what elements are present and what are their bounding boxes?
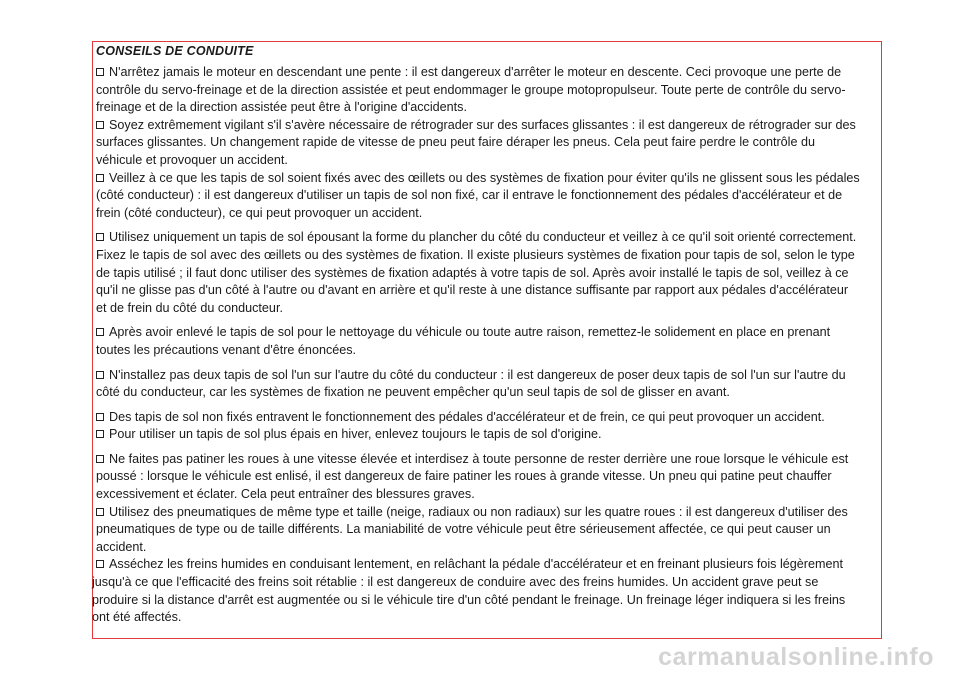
- advice-text: N'installez pas deux tapis de sol l'un sur l'autre du côté du conducteur : il est dangereux de poser deux tapis de sol l'un sur l'autre du côté du conducteur, car les systèmes de fixation ne peuvent empêcher qu'un seul tapis de sol de glisser en avant.: [96, 367, 846, 400]
- checkbox-bullet-icon: [96, 68, 104, 76]
- section-title: CONSEILS DE CONDUITE: [96, 44, 254, 58]
- advice-text: Après avoir enlevé le tapis de sol pour le nettoyage du véhicule ou toute autre raison, remettez-le solidement en place en prenant toutes les précautions venant d'être énoncées.: [96, 325, 831, 357]
- checkbox-bullet-icon: [96, 508, 104, 516]
- advice-paragraph: [92, 556, 860, 626]
- checkbox-bullet-icon: [96, 371, 104, 379]
- advice-paragraph: [96, 117, 860, 170]
- advice-text: Des tapis de sol non fixés entravent le fonctionnement des pédales d'accélérateur et de frein, ce qui peut provoquer un accident.: [109, 409, 825, 424]
- advice-paragraph: [96, 504, 860, 557]
- advice-text: Utilisez uniquement un tapis de sol épousant la forme du plancher du côté du conducteur et veillez à ce qu'il soit orienté correctement. Fixez le tapis de sol avec des œillets ou des systèmes de fixation. Il existe plusieurs systèmes de fixation pour tapis de sol, selon le type de tapis utilisé ; il faut donc utiliser des systèmes de fixation adaptés à votre tapis de sol. Après avoir installé le tapis de sol, veillez à ce qu'il ne glisse pas d'un côté à l'autre ou d'avant en arrière et qu'il reste à une distance suffisante par rapport aux pédales d'accélérateur et de frein du côté du conducteur.: [96, 230, 857, 315]
- advice-text: Asséchez les freins humides en conduisant lentement, en relâchant la pédale d'accélérateur et en freinant plusieurs fois légèrement jusqu'à ce que l'efficacité des freins soit rétablie : il est dangereux de conduire avec des freins humides. Un accident grave peut se produire si la distance d'arrêt est augmentée ou si le véhicule tire d'un côté pendant le freinage. Un freinage léger indiquera si les freins ont été affectés.: [92, 557, 846, 625]
- checkbox-bullet-icon: [96, 233, 104, 241]
- advice-paragraph: [96, 409, 860, 427]
- advice-paragraph: [96, 229, 860, 317]
- advice-paragraph: [96, 426, 860, 444]
- checkbox-bullet-icon: [96, 121, 104, 129]
- checkbox-bullet-icon: [96, 413, 104, 421]
- checkbox-bullet-icon: [96, 455, 104, 463]
- advice-text: N'arrêtez jamais le moteur en descendant une pente : il est dangereux d'arrêter le moteur en descente. Ceci provoque une perte de contrôle du servo-freinage et de la direction assistée et peut endommager le groupe motopropulseur. Toute perte de contrôle du servo-freinage et de la direction assistée peut être à l'origine d'accidents.: [96, 65, 846, 115]
- advice-paragraph: [96, 367, 860, 402]
- advice-paragraph: [96, 170, 860, 223]
- checkbox-bullet-icon: [96, 174, 104, 182]
- advice-text: Ne faites pas patiner les roues à une vitesse élevée et interdisez à toute personne de rester derrière une roue lorsque le véhicule est poussé : lorsque le véhicule est enlisé, il est dangereux de faire patiner les roues à grande vitesse. Un pneu qui patine peut chauffer excessivement et éclater. Cela peut entraîner des blessures graves.: [96, 451, 849, 502]
- checkbox-bullet-icon: [96, 560, 104, 568]
- site-watermark: carmanualsonline.info: [658, 643, 934, 671]
- checkbox-bullet-icon: [96, 430, 104, 438]
- advice-paragraph: [96, 64, 860, 117]
- advice-text: Veillez à ce que les tapis de sol soient fixés avec des œillets ou des systèmes de fixation pour éviter qu'ils ne glissent sous les pédales (côté conducteur) : il est dangereux d'utiliser un tapis de sol non fixé, car il entrave le fonctionnement des pédales d'accélérateur et de frein (côté conducteur), ce qui peut provoquer un accident.: [96, 170, 860, 220]
- advice-paragraph: [96, 451, 860, 504]
- document-body: [92, 44, 860, 627]
- advice-text: Pour utiliser un tapis de sol plus épais en hiver, enlevez toujours le tapis de sol d'origine.: [109, 427, 602, 442]
- advice-text: Utilisez des pneumatiques de même type et taille (neige, radiaux ou non radiaux) sur les quatre roues : il est dangereux d'utiliser des pneumatiques de type ou de taille différents. La maniabilité de votre véhicule peut être sérieusement affectée, ce qui peut causer un accident.: [96, 504, 848, 554]
- checkbox-bullet-icon: [96, 328, 104, 336]
- advice-paragraph: [96, 324, 860, 359]
- advice-text: Soyez extrêmement vigilant s'il s'avère nécessaire de rétrograder sur des surfaces glissantes : il est dangereux de rétrograder sur des surfaces glissantes. Un changement rapide de vitesse de pneu peut faire déraper les pneus. Cela peut faire perdre le contrôle du véhicule et provoquer un accident.: [96, 117, 856, 167]
